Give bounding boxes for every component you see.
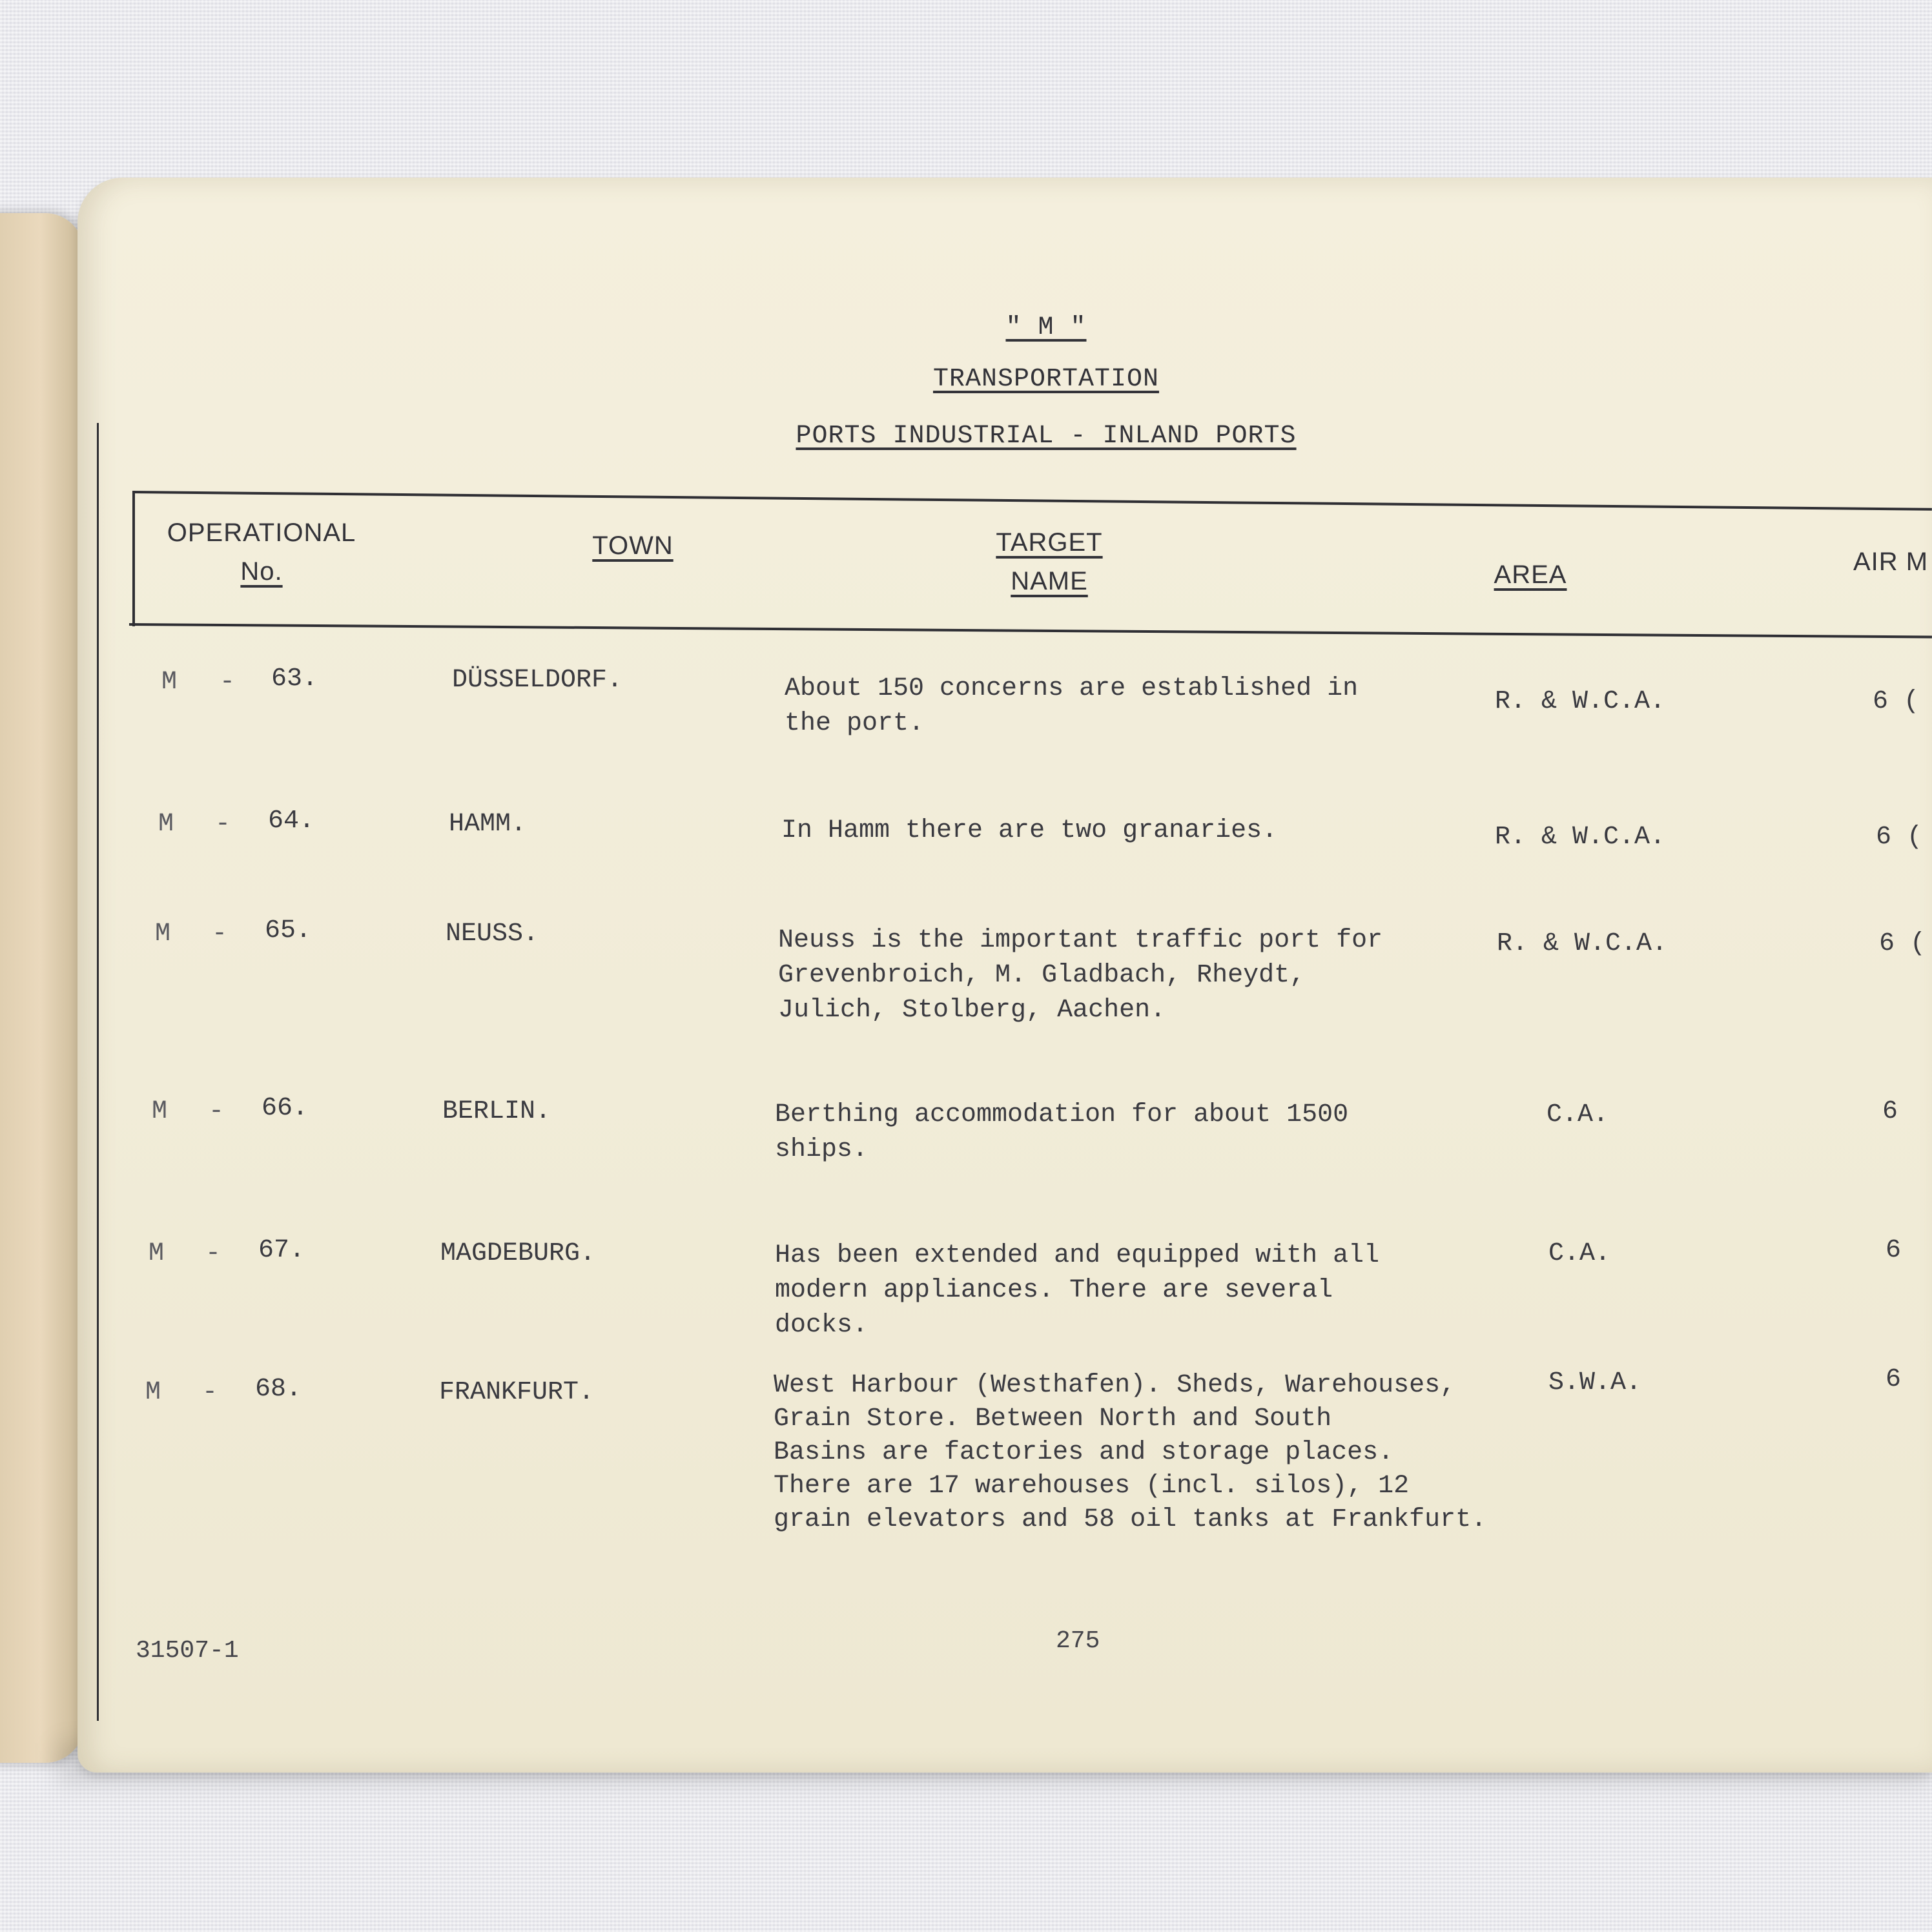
left-page-edge	[0, 213, 84, 1763]
row-area: C.A.	[1548, 1239, 1611, 1268]
document-title: TRANSPORTATION	[932, 365, 1160, 394]
row-target: In Hamm there are two granaries.	[781, 816, 1278, 845]
row-prefix: M	[145, 1378, 161, 1407]
row-town: FRANKFURT.	[439, 1378, 595, 1407]
row-town: MAGDEBURG.	[440, 1239, 596, 1268]
row-air: 6 (	[1873, 687, 1920, 716]
row-area: R. & W.C.A.	[1495, 823, 1666, 852]
row-dash: -	[209, 1097, 225, 1126]
column-header-op-line2: No.	[240, 557, 283, 586]
row-number: 68.	[255, 1375, 302, 1404]
column-header-op-line1: OPERATIONAL	[167, 519, 356, 547]
row-number: 67.	[258, 1236, 305, 1265]
column-header-target-name	[904, 523, 1195, 601]
row-number: 65.	[265, 916, 312, 945]
row-town: HAMM.	[449, 810, 527, 839]
row-town: DÜSSELDORF.	[452, 666, 623, 695]
row-target: West Harbour (Westhafen). Sheds, Warehouses, Grain Store. Between North and South Basins are factories and storage places. There are 17 warehouses (incl. silos), 12 grain elevators and 58 oil tanks at Frankfurt.	[774, 1371, 1487, 1534]
row-dash: -	[212, 920, 228, 949]
row-number: 64.	[268, 807, 315, 836]
row-air: 6 (	[1876, 823, 1923, 852]
row-air: 6	[1882, 1097, 1898, 1126]
column-header-target-line2: NAME	[1011, 567, 1088, 595]
row-target: Berthing accommodation for about 1500 ships.	[775, 1100, 1349, 1164]
row-dash: -	[205, 1239, 221, 1268]
table-left-rule	[132, 491, 135, 626]
document-page	[77, 178, 1932, 1773]
column-header-target-line1: TARGET	[996, 528, 1103, 557]
page-content	[77, 178, 1932, 1773]
row-area: R. & W.C.A.	[1495, 687, 1666, 716]
row-target: Neuss is the important traffic port for Grevenbroich, M. Gladbach, Rheydt, Julich, Stolberg, Aachen.	[778, 926, 1383, 1025]
column-header-area: AREA	[1494, 560, 1567, 589]
table-header-rule	[129, 623, 1932, 638]
row-dash: -	[215, 810, 231, 839]
column-header-air: AIR M	[1853, 548, 1929, 576]
row-air: 6 (	[1879, 929, 1926, 958]
row-area: C.A.	[1547, 1100, 1609, 1129]
row-prefix: M	[158, 810, 174, 839]
row-number: 66.	[262, 1094, 309, 1123]
row-prefix: M	[149, 1239, 165, 1268]
row-target: About 150 concerns are established in the port.	[785, 674, 1359, 738]
table-top-rule	[132, 491, 1932, 511]
column-header-town: TOWN	[592, 531, 673, 560]
row-air: 6	[1886, 1236, 1902, 1265]
page-number: 275	[1056, 1627, 1100, 1655]
row-dash: -	[220, 668, 236, 697]
column-header-operational-no	[145, 513, 378, 591]
row-number: 63.	[271, 664, 318, 694]
row-prefix: M	[155, 920, 171, 949]
row-town: NEUSS.	[446, 920, 539, 949]
row-area: S.W.A.	[1548, 1368, 1642, 1397]
row-target: Has been extended and equipped with all modern appliances. There are several docks.	[775, 1241, 1380, 1340]
document-code: 31507-1	[136, 1637, 239, 1665]
section-letter: " M "	[1005, 313, 1087, 342]
row-dash: -	[202, 1378, 218, 1407]
row-town: BERLIN.	[442, 1097, 551, 1126]
row-prefix: M	[161, 668, 178, 697]
row-area: R. & W.C.A.	[1497, 929, 1668, 958]
page-left-margin-rule	[97, 423, 99, 1721]
row-prefix: M	[152, 1097, 168, 1126]
row-air: 6	[1886, 1365, 1902, 1394]
document-subtitle: PORTS INDUSTRIAL - INLAND PORTS	[796, 422, 1297, 451]
